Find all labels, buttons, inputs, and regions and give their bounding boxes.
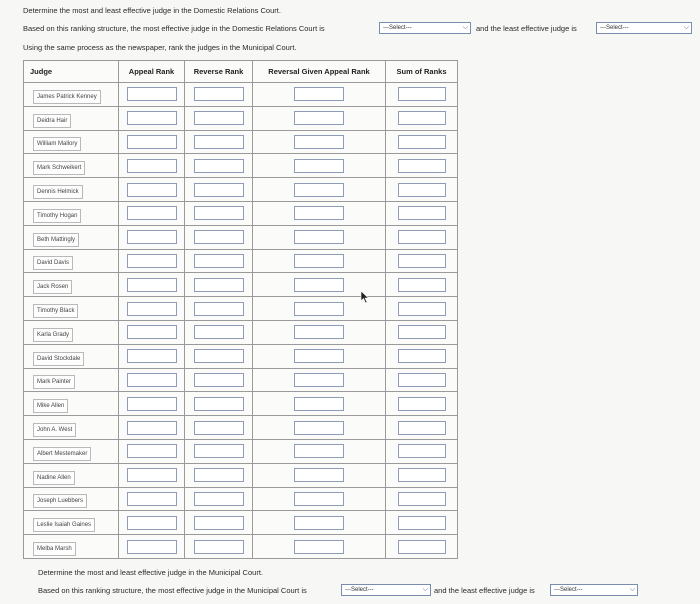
judge-name: Karla Grady <box>33 328 73 342</box>
table-row <box>24 368 458 392</box>
reverse-rank-input[interactable] <box>194 397 244 411</box>
sum-of-ranks-cell <box>386 249 458 273</box>
appeal-rank-cell <box>119 463 185 487</box>
reversal-given-appeal-rank-input[interactable] <box>294 468 344 482</box>
appeal-rank-input[interactable] <box>127 183 177 197</box>
reversal-given-appeal-rank-input[interactable] <box>294 278 344 292</box>
appeal-rank-input[interactable] <box>127 540 177 554</box>
sum-of-ranks-cell <box>386 297 458 321</box>
sum-of-ranks-input[interactable] <box>398 397 446 411</box>
reverse-rank-input[interactable] <box>194 373 244 387</box>
appeal-rank-cell <box>119 344 185 368</box>
table-row <box>24 392 458 416</box>
reversal-given-appeal-rank-cell <box>253 249 386 273</box>
table-row <box>24 225 458 249</box>
reversal-given-appeal-rank-input[interactable] <box>294 444 344 458</box>
judge-name: Albert Mestemaker <box>33 447 91 461</box>
select-value: ---Select--- <box>600 25 629 31</box>
header-reverse-rank: Reverse Rank <box>185 61 253 83</box>
table-row <box>24 178 458 202</box>
reversal-given-appeal-rank-cell <box>253 368 386 392</box>
judge-cell <box>24 154 119 178</box>
appeal-rank-cell <box>119 273 185 297</box>
judge-cell <box>24 225 119 249</box>
judge-name: William Mallory <box>33 137 81 151</box>
judge-cell <box>24 439 119 463</box>
sum-of-ranks-cell <box>386 154 458 178</box>
appeal-rank-cell <box>119 487 185 511</box>
appeal-rank-cell <box>119 154 185 178</box>
table-header-row <box>24 61 458 83</box>
sum-of-ranks-cell <box>386 320 458 344</box>
judge-name: Deidra Hair <box>33 114 71 128</box>
table-row <box>24 463 458 487</box>
judge-name: Melba Marsh <box>33 542 76 556</box>
reverse-rank-cell <box>185 416 253 440</box>
reverse-rank-input[interactable] <box>194 159 244 173</box>
chevron-down-icon: ⌵ <box>422 586 428 593</box>
reverse-rank-input[interactable] <box>194 111 244 125</box>
outro-line-2-mid: and the least effective judge is <box>434 586 535 595</box>
appeal-rank-cell <box>119 368 185 392</box>
appeal-rank-cell <box>119 320 185 344</box>
reversal-given-appeal-rank-cell <box>253 83 386 107</box>
intro-line-2-prefix: Based on this ranking structure, the most effective judge in the Domestic Relations Court is <box>23 24 325 33</box>
reverse-rank-cell <box>185 106 253 130</box>
judge-cell <box>24 416 119 440</box>
appeal-rank-cell <box>119 416 185 440</box>
judge-name: Beth Mattingly <box>33 233 79 247</box>
reverse-rank-cell <box>185 154 253 178</box>
appeal-rank-cell <box>119 201 185 225</box>
appeal-rank-cell <box>119 83 185 107</box>
table-row <box>24 297 458 321</box>
appeal-rank-input[interactable] <box>127 349 177 363</box>
sum-of-ranks-input[interactable] <box>398 421 446 435</box>
reverse-rank-cell <box>185 439 253 463</box>
reversal-given-appeal-rank-cell <box>253 487 386 511</box>
reversal-given-appeal-rank-input[interactable] <box>294 206 344 220</box>
reversal-given-appeal-rank-input[interactable] <box>294 516 344 530</box>
table-row <box>24 249 458 273</box>
sum-of-ranks-input[interactable] <box>398 492 446 506</box>
appeal-rank-cell <box>119 392 185 416</box>
reversal-given-appeal-rank-cell <box>253 463 386 487</box>
sum-of-ranks-cell <box>386 535 458 559</box>
reversal-given-appeal-rank-cell <box>253 201 386 225</box>
table-row <box>24 439 458 463</box>
judge-name: Dennis Helmick <box>33 185 83 199</box>
chevron-down-icon: ⌵ <box>462 24 468 31</box>
reversal-given-appeal-rank-cell <box>253 439 386 463</box>
reverse-rank-cell <box>185 83 253 107</box>
sum-of-ranks-cell <box>386 439 458 463</box>
appeal-rank-input[interactable] <box>127 111 177 125</box>
reversal-given-appeal-rank-input[interactable] <box>294 135 344 149</box>
intro-line-1: Determine the most and least effective judge in the Domestic Relations Court. <box>23 6 281 15</box>
municipal-most-effective-select[interactable] <box>341 584 431 596</box>
appeal-rank-input[interactable] <box>127 325 177 339</box>
reversal-given-appeal-rank-input[interactable] <box>294 111 344 125</box>
appeal-rank-input[interactable] <box>127 87 177 101</box>
reverse-rank-cell <box>185 225 253 249</box>
appeal-rank-cell <box>119 297 185 321</box>
table-row <box>24 511 458 535</box>
reverse-rank-cell <box>185 297 253 321</box>
sum-of-ranks-cell <box>386 225 458 249</box>
reversal-given-appeal-rank-cell <box>253 320 386 344</box>
sum-of-ranks-cell <box>386 106 458 130</box>
reverse-rank-input[interactable] <box>194 468 244 482</box>
intro-line-3: Using the same process as the newspaper, rank the judges in the Municipal Court. <box>23 43 297 52</box>
judge-name: Timothy Hogan <box>33 209 81 223</box>
judge-cell <box>24 344 119 368</box>
sum-of-ranks-cell <box>386 83 458 107</box>
sum-of-ranks-input[interactable] <box>398 135 446 149</box>
table-row <box>24 535 458 559</box>
sum-of-ranks-input[interactable] <box>398 349 446 363</box>
reversal-given-appeal-rank-input[interactable] <box>294 373 344 387</box>
municipal-least-effective-select[interactable] <box>550 584 638 596</box>
appeal-rank-input[interactable] <box>127 397 177 411</box>
reverse-rank-cell <box>185 178 253 202</box>
appeal-rank-input[interactable] <box>127 492 177 506</box>
appeal-rank-cell <box>119 511 185 535</box>
reverse-rank-input[interactable] <box>194 230 244 244</box>
sum-of-ranks-input[interactable] <box>398 87 446 101</box>
judge-cell <box>24 201 119 225</box>
judge-cell <box>24 249 119 273</box>
reversal-given-appeal-rank-cell <box>253 344 386 368</box>
judge-cell <box>24 178 119 202</box>
reverse-rank-input[interactable] <box>194 349 244 363</box>
outro-line-2-prefix: Based on this ranking structure, the most effective judge in the Municipal Court is <box>38 586 307 595</box>
table-row <box>24 83 458 107</box>
table-row <box>24 487 458 511</box>
appeal-rank-input[interactable] <box>127 421 177 435</box>
sum-of-ranks-input[interactable] <box>398 373 446 387</box>
table-row <box>24 344 458 368</box>
sum-of-ranks-input[interactable] <box>398 159 446 173</box>
judge-cell <box>24 368 119 392</box>
judge-name: Timothy Black <box>33 304 78 318</box>
sum-of-ranks-input[interactable] <box>398 516 446 530</box>
reverse-rank-cell <box>185 130 253 154</box>
select-value: ---Select--- <box>345 587 374 593</box>
reverse-rank-cell <box>185 201 253 225</box>
sum-of-ranks-input[interactable] <box>398 302 446 316</box>
appeal-rank-cell <box>119 439 185 463</box>
appeal-rank-cell <box>119 106 185 130</box>
sum-of-ranks-input[interactable] <box>398 230 446 244</box>
appeal-rank-input[interactable] <box>127 302 177 316</box>
appeal-rank-input[interactable] <box>127 159 177 173</box>
reverse-rank-input[interactable] <box>194 516 244 530</box>
sum-of-ranks-cell <box>386 368 458 392</box>
reversal-given-appeal-rank-cell <box>253 511 386 535</box>
judge-cell <box>24 320 119 344</box>
judge-name: Nadine Allen <box>33 471 75 485</box>
reverse-rank-input[interactable] <box>194 302 244 316</box>
reverse-rank-cell <box>185 511 253 535</box>
judge-cell <box>24 130 119 154</box>
judge-name: James Patrick Kenney <box>33 90 101 104</box>
appeal-rank-cell <box>119 225 185 249</box>
sum-of-ranks-input[interactable] <box>398 206 446 220</box>
reverse-rank-cell <box>185 368 253 392</box>
table-row <box>24 273 458 297</box>
reverse-rank-cell <box>185 273 253 297</box>
appeal-rank-input[interactable] <box>127 516 177 530</box>
appeal-rank-cell <box>119 130 185 154</box>
sum-of-ranks-cell <box>386 273 458 297</box>
appeal-rank-cell <box>119 249 185 273</box>
sum-of-ranks-input[interactable] <box>398 278 446 292</box>
table-body <box>24 83 458 559</box>
judge-name: David Davis <box>33 256 73 270</box>
reverse-rank-input[interactable] <box>194 278 244 292</box>
judge-name: Mike Allen <box>33 399 68 413</box>
judge-cell <box>24 535 119 559</box>
header-appeal-rank: Appeal Rank <box>119 61 185 83</box>
sum-of-ranks-cell <box>386 487 458 511</box>
appeal-rank-input[interactable] <box>127 254 177 268</box>
reversal-given-appeal-rank-input[interactable] <box>294 492 344 506</box>
reverse-rank-input[interactable] <box>194 540 244 554</box>
appeal-rank-input[interactable] <box>127 135 177 149</box>
judge-cell <box>24 463 119 487</box>
reversal-given-appeal-rank-cell <box>253 130 386 154</box>
judge-cell <box>24 297 119 321</box>
sum-of-ranks-cell <box>386 392 458 416</box>
mouse-pointer-icon <box>360 290 370 304</box>
appeal-rank-input[interactable] <box>127 230 177 244</box>
judge-name: David Stockdale <box>33 352 84 366</box>
reverse-rank-input[interactable] <box>194 325 244 339</box>
reversal-given-appeal-rank-cell <box>253 225 386 249</box>
reverse-rank-input[interactable] <box>194 254 244 268</box>
judge-cell <box>24 392 119 416</box>
reverse-rank-cell <box>185 392 253 416</box>
reversal-given-appeal-rank-input[interactable] <box>294 87 344 101</box>
judge-name: John A. West <box>33 423 76 437</box>
sum-of-ranks-cell <box>386 178 458 202</box>
sum-of-ranks-input[interactable] <box>398 468 446 482</box>
judge-cell <box>24 511 119 535</box>
intro-line-2-mid: and the least effective judge is <box>476 24 577 33</box>
sum-of-ranks-input[interactable] <box>398 444 446 458</box>
appeal-rank-input[interactable] <box>127 373 177 387</box>
appeal-rank-input[interactable] <box>127 468 177 482</box>
sum-of-ranks-input[interactable] <box>398 254 446 268</box>
sum-of-ranks-cell <box>386 130 458 154</box>
reversal-given-appeal-rank-input[interactable] <box>294 349 344 363</box>
reversal-given-appeal-rank-input[interactable] <box>294 540 344 554</box>
judge-cell <box>24 83 119 107</box>
table-row <box>24 201 458 225</box>
header-reversal-given-appeal-rank: Reversal Given Appeal Rank <box>253 61 386 83</box>
judge-cell <box>24 273 119 297</box>
judge-name: Joseph Luebbers <box>33 494 87 508</box>
reverse-rank-cell <box>185 320 253 344</box>
judge-cell <box>24 487 119 511</box>
reverse-rank-cell <box>185 249 253 273</box>
reversal-given-appeal-rank-input[interactable] <box>294 397 344 411</box>
chevron-down-icon: ⌵ <box>629 586 635 593</box>
table-row <box>24 130 458 154</box>
reverse-rank-input[interactable] <box>194 206 244 220</box>
ranking-table <box>23 60 458 559</box>
reversal-given-appeal-rank-cell <box>253 416 386 440</box>
table-row <box>24 154 458 178</box>
sum-of-ranks-input[interactable] <box>398 183 446 197</box>
reversal-given-appeal-rank-input[interactable] <box>294 421 344 435</box>
sum-of-ranks-input[interactable] <box>398 111 446 125</box>
reversal-given-appeal-rank-input[interactable] <box>294 302 344 316</box>
domestic-least-effective-select[interactable] <box>596 22 692 34</box>
judge-name: Mark Painter <box>33 375 75 389</box>
reversal-given-appeal-rank-input[interactable] <box>294 159 344 173</box>
reverse-rank-input[interactable] <box>194 183 244 197</box>
domestic-most-effective-select[interactable] <box>379 22 471 34</box>
reversal-given-appeal-rank-cell <box>253 392 386 416</box>
reversal-given-appeal-rank-cell <box>253 178 386 202</box>
header-judge: Judge <box>24 61 119 83</box>
table-row <box>24 416 458 440</box>
reversal-given-appeal-rank-cell <box>253 106 386 130</box>
appeal-rank-input[interactable] <box>127 206 177 220</box>
reverse-rank-cell <box>185 463 253 487</box>
reversal-given-appeal-rank-cell <box>253 154 386 178</box>
sum-of-ranks-input[interactable] <box>398 540 446 554</box>
judge-name: Mark Schweikert <box>33 161 85 175</box>
reversal-given-appeal-rank-input[interactable] <box>294 183 344 197</box>
reverse-rank-cell <box>185 535 253 559</box>
judge-cell <box>24 106 119 130</box>
appeal-rank-cell <box>119 535 185 559</box>
reverse-rank-input[interactable] <box>194 492 244 506</box>
sum-of-ranks-cell <box>386 416 458 440</box>
sum-of-ranks-cell <box>386 201 458 225</box>
reverse-rank-input[interactable] <box>194 421 244 435</box>
reversal-given-appeal-rank-input[interactable] <box>294 230 344 244</box>
select-value: ---Select--- <box>383 25 412 31</box>
appeal-rank-input[interactable] <box>127 444 177 458</box>
reverse-rank-input[interactable] <box>194 135 244 149</box>
outro-line-1: Determine the most and least effective judge in the Municipal Court. <box>38 568 263 577</box>
sum-of-ranks-cell <box>386 511 458 535</box>
reverse-rank-cell <box>185 344 253 368</box>
reversal-given-appeal-rank-input[interactable] <box>294 254 344 268</box>
reversal-given-appeal-rank-input[interactable] <box>294 325 344 339</box>
sum-of-ranks-cell <box>386 344 458 368</box>
reverse-rank-input[interactable] <box>194 444 244 458</box>
table-row <box>24 106 458 130</box>
reversal-given-appeal-rank-cell <box>253 535 386 559</box>
table-row <box>24 320 458 344</box>
header-sum-of-ranks: Sum of Ranks <box>386 61 458 83</box>
appeal-rank-input[interactable] <box>127 278 177 292</box>
chevron-down-icon: ⌵ <box>683 24 689 31</box>
sum-of-ranks-cell <box>386 463 458 487</box>
appeal-rank-cell <box>119 178 185 202</box>
select-value: ---Select--- <box>554 587 583 593</box>
reverse-rank-cell <box>185 487 253 511</box>
reverse-rank-input[interactable] <box>194 87 244 101</box>
judge-name: Leslie Isaiah Gaines <box>33 518 95 532</box>
judge-name: Jack Rosen <box>33 280 72 294</box>
sum-of-ranks-input[interactable] <box>398 325 446 339</box>
